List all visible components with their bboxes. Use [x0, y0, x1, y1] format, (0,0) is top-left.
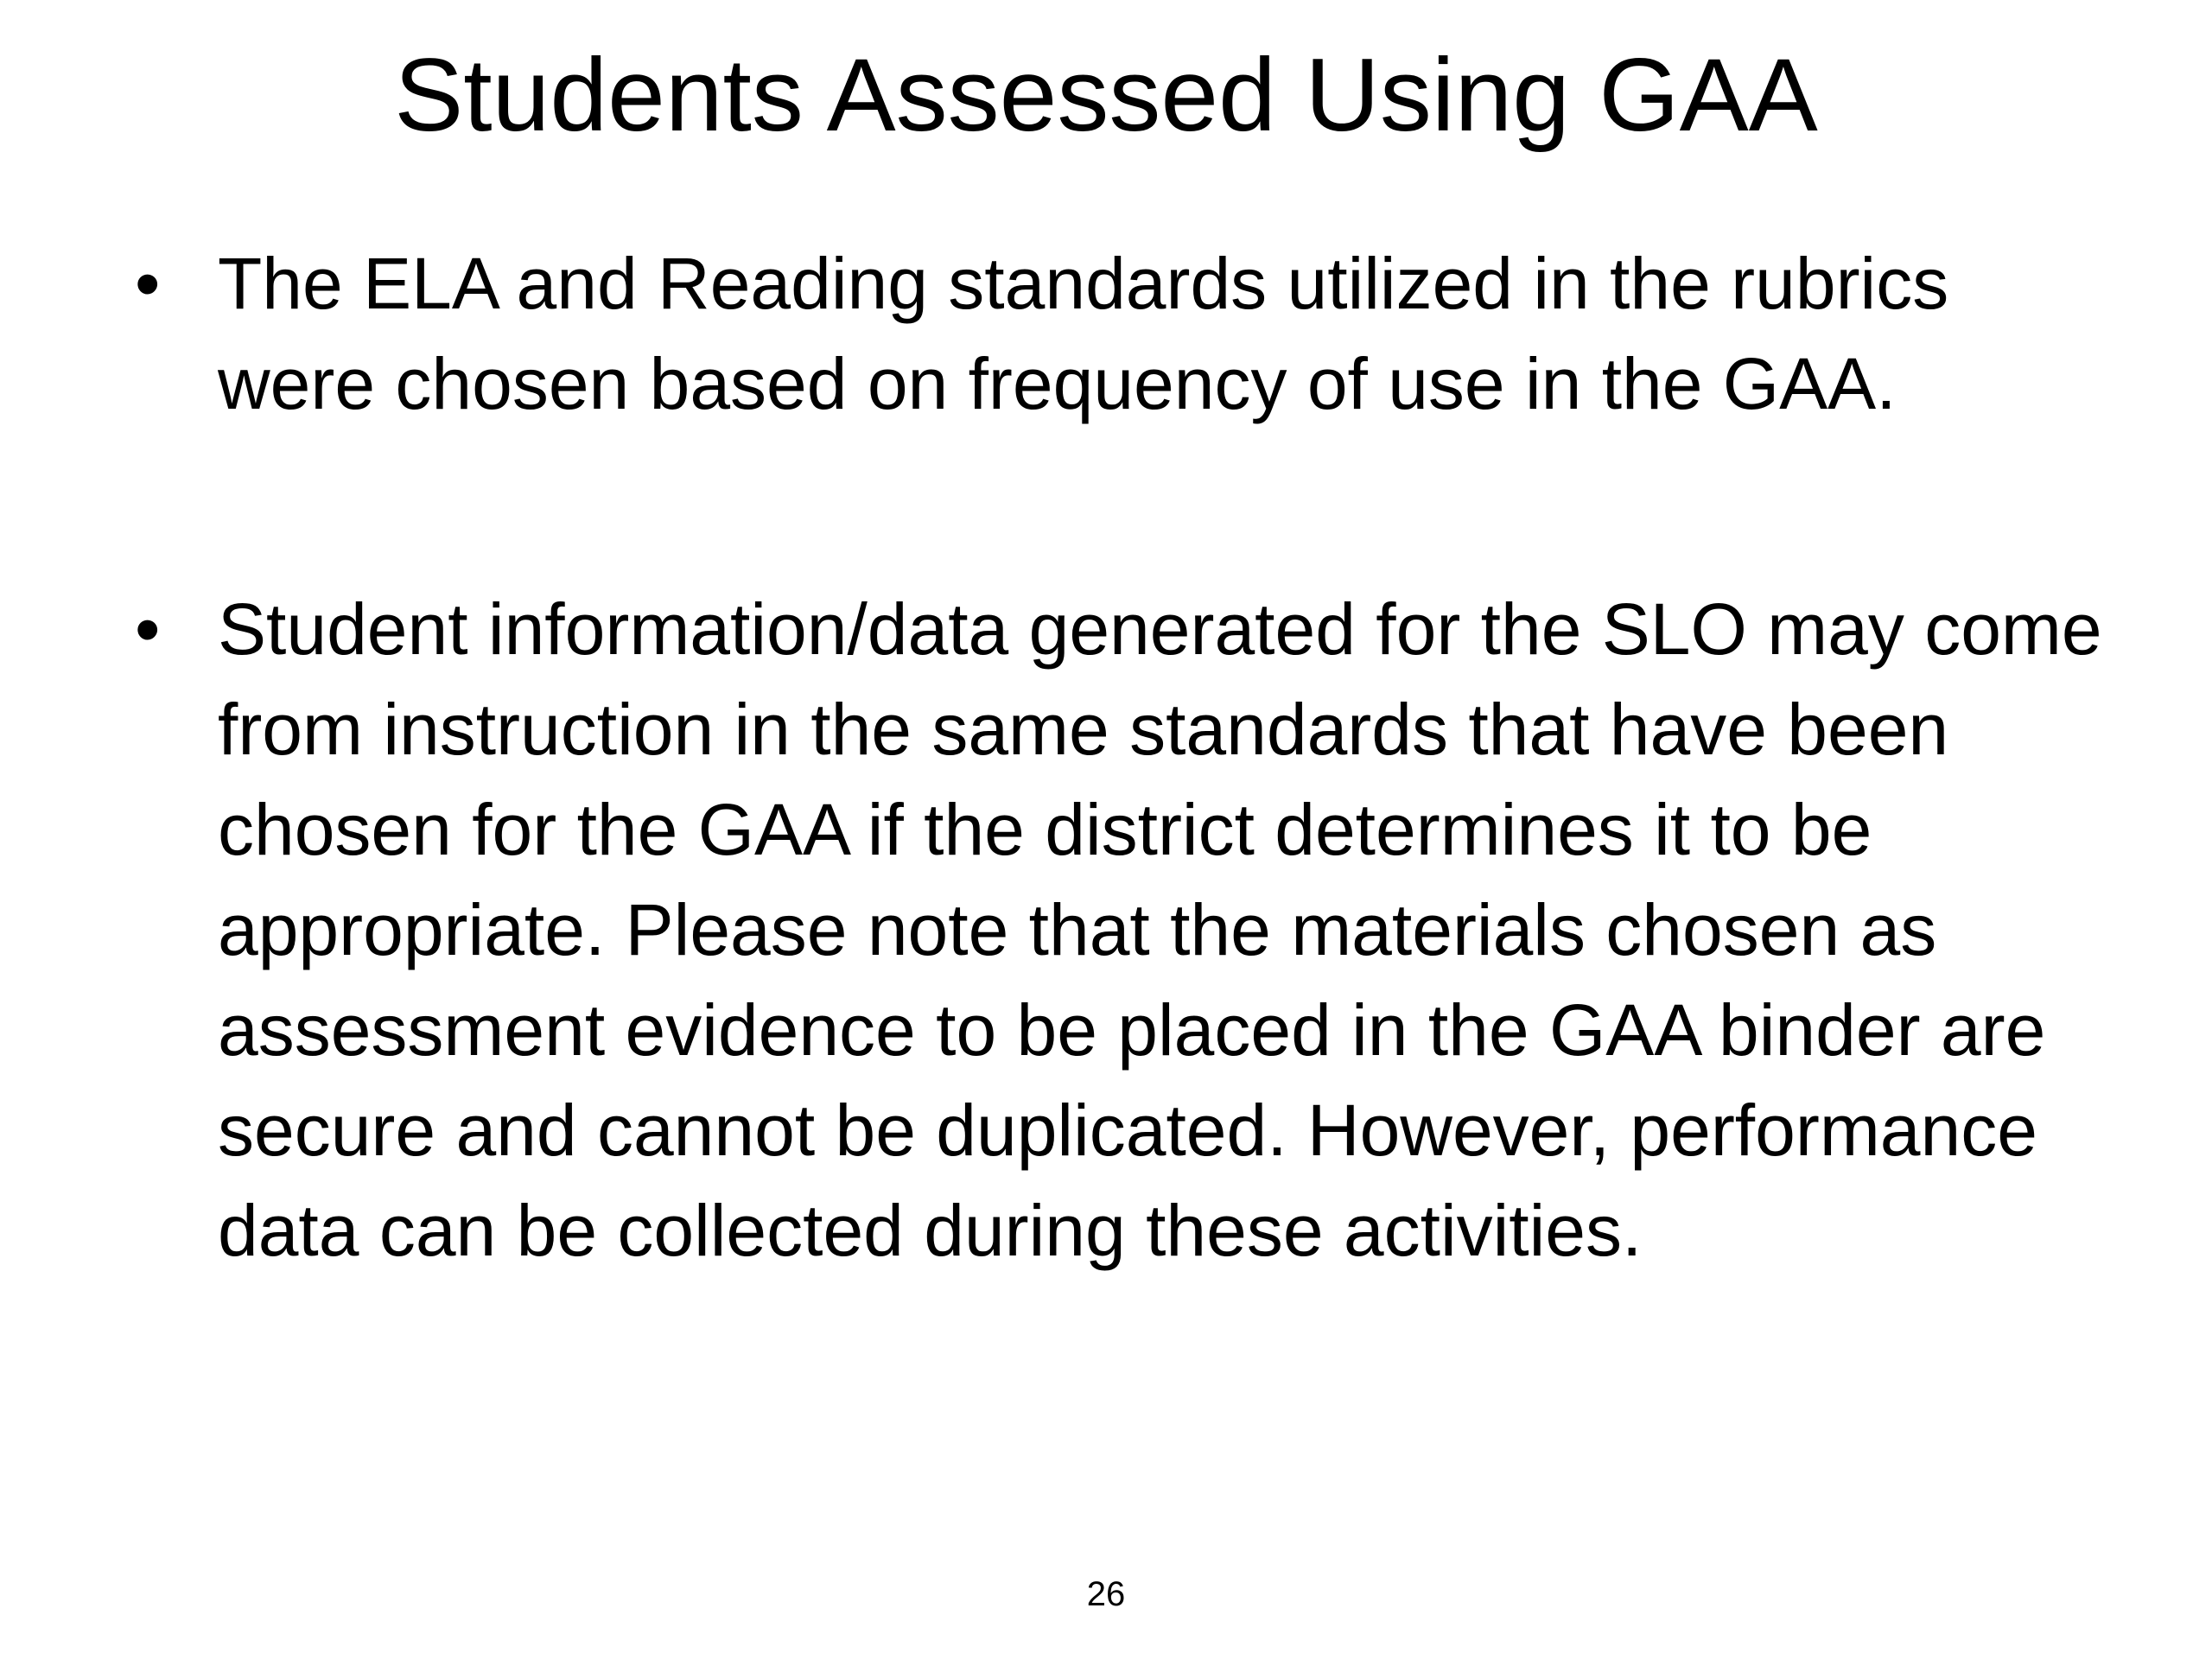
bullet-text: The ELA and Reading standards utilized in the rubrics were chosen based on frequency of use in the GAA. — [218, 243, 1949, 424]
page-number: 26 — [1086, 1575, 1126, 1613]
bullet-text: Student information/data generated for the SLO may come from instruction in the same standards that have been chosen for the GAA if the district determines it to be appropriate. Please note that the materials chosen as assessment evidence to be placed in the GAA binder are secure and cannot be duplicated. However, performance data can be collected during these activities. — [218, 588, 2102, 1271]
bullet-item — [130, 233, 2117, 434]
slide-title: Students Assessed Using GAA — [394, 37, 1818, 153]
bullet-list — [130, 233, 2117, 1281]
bullet-dot-icon: • — [135, 243, 161, 324]
bullet-dot-icon: • — [135, 588, 161, 670]
bullet-item — [130, 579, 2117, 1281]
